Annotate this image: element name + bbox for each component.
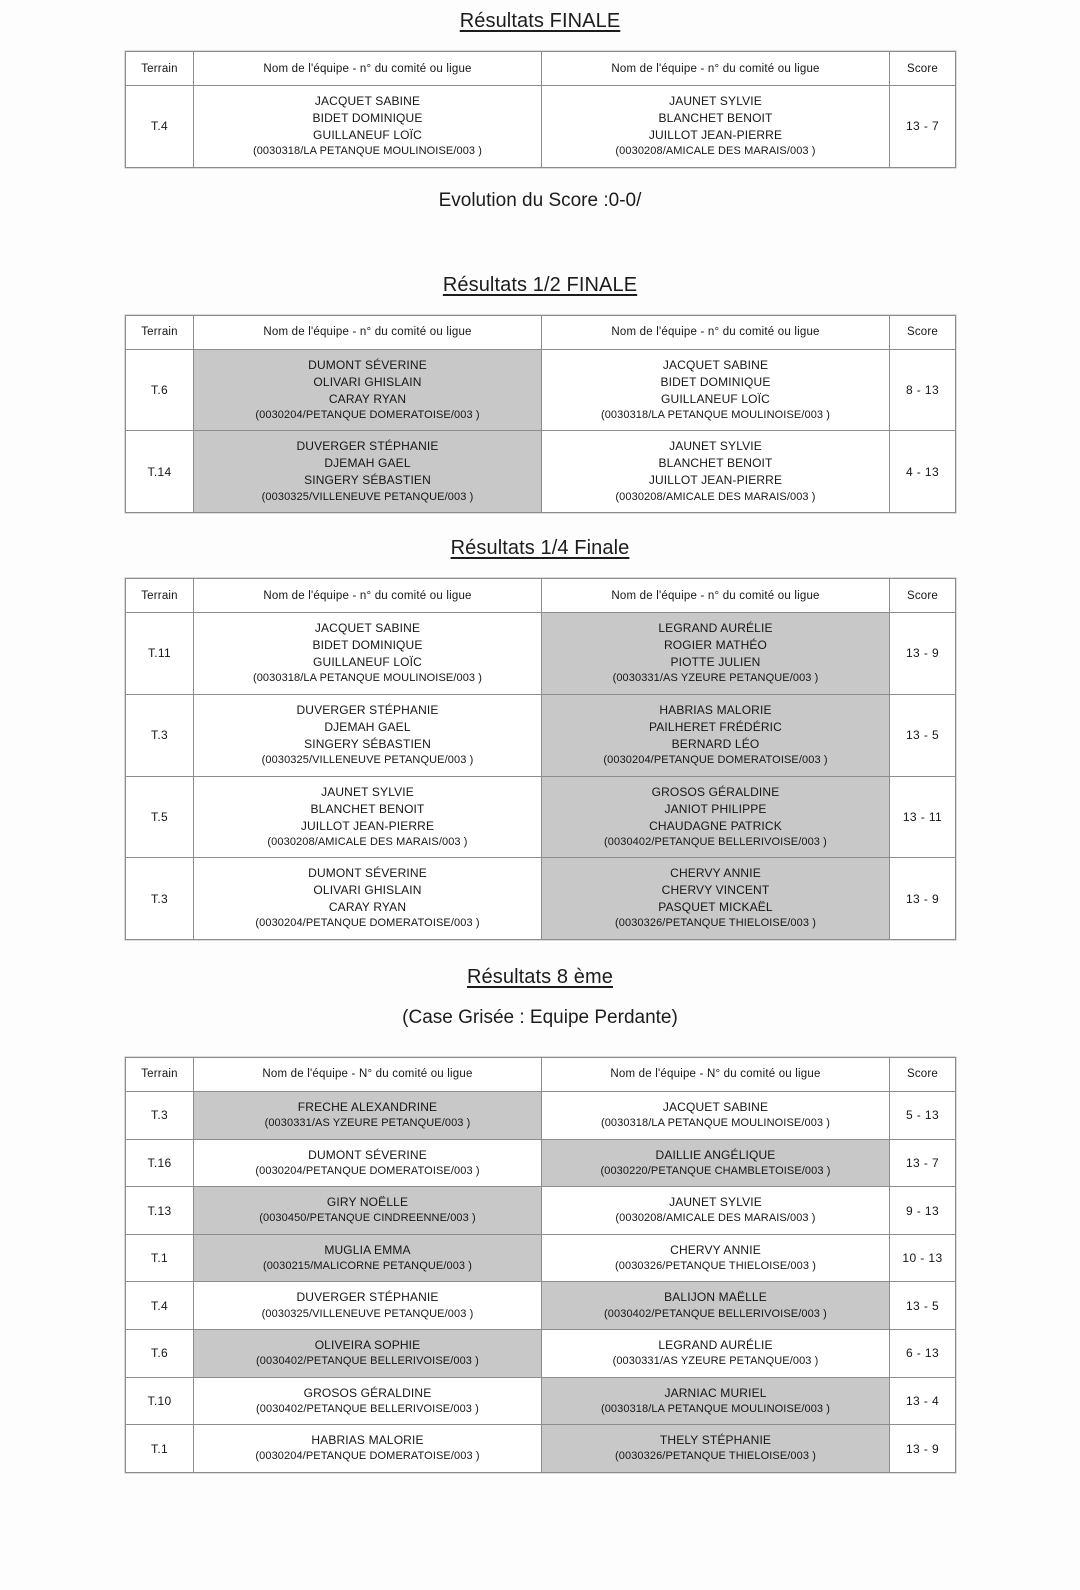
score-cell: 13 - 9 [890, 858, 956, 940]
team-cell-left-winning [194, 1282, 542, 1330]
table-row [126, 694, 956, 776]
table-header-row [126, 1057, 956, 1091]
table-row [126, 431, 956, 513]
player-name: OLIVEIRA SOPHIE [314, 1338, 421, 1353]
section-title-huitieme-text: Résultats 8 ème [466, 965, 613, 988]
player-name: DUVERGER STÉPHANIE [296, 439, 439, 454]
player-name: JUILLOT JEAN-PIERRE [648, 473, 783, 488]
club-reference: (0030331/AS YZEURE PETANQUE/003 ) [612, 672, 819, 685]
col-header-terrain: Terrain [126, 1057, 194, 1091]
player-name: DUMONT SÉVERINE [308, 357, 427, 372]
club-reference: (0030208/AMICALE DES MARAIS/003 ) [267, 835, 468, 848]
player-name: JACQUET SABINE [662, 1099, 769, 1114]
table-row [126, 1234, 956, 1282]
table-row [126, 776, 956, 858]
huitieme-table [125, 1057, 956, 1473]
col-header-team-right: Nom de l'équipe - n° du comité ou ligue [542, 52, 890, 86]
terrain-cell: T.6 [126, 349, 194, 431]
club-reference: (0030318/LA PETANQUE MOULINOISE/003 ) [600, 1116, 831, 1129]
terrain-cell: T.3 [126, 694, 194, 776]
player-name: CHAUDAGNE PATRICK [649, 818, 782, 833]
player-name: MUGLIA EMMA [324, 1242, 411, 1257]
player-name: BIDET DOMINIQUE [660, 374, 771, 389]
club-reference: (0030325/VILLENEUVE PETANQUE/003 ) [261, 490, 474, 503]
col-header-terrain: Terrain [126, 52, 194, 86]
score-cell: 13 - 7 [890, 86, 956, 168]
score-cell: 9 - 13 [890, 1187, 956, 1235]
col-header-score: Score [890, 1057, 956, 1091]
team-cell-left-winning [194, 858, 542, 940]
player-name: JACQUET SABINE [662, 357, 769, 372]
club-reference: (0030204/PETANQUE DOMERATOISE/003 ) [255, 1450, 480, 1463]
table-row [126, 1139, 956, 1187]
club-reference: (0030208/AMICALE DES MARAIS/003 ) [615, 490, 816, 503]
terrain-cell: T.13 [126, 1187, 194, 1235]
terrain-cell: T.5 [126, 776, 194, 858]
player-name: DJEMAH GAEL [324, 719, 411, 734]
score-cell: 13 - 7 [890, 1139, 956, 1187]
team-cell-left-losing [194, 431, 542, 513]
table-row [126, 613, 956, 695]
player-name: ROGIER MATHÉO [663, 638, 768, 653]
section-title-finale [0, 10, 1080, 33]
demi-table-wrap [125, 315, 955, 513]
club-reference: (0030204/PETANQUE DOMERATOISE/003 ) [255, 917, 480, 930]
club-reference: (0030318/LA PETANQUE MOULINOISE/003 ) [600, 408, 831, 421]
club-reference: (0030208/AMICALE DES MARAIS/003 ) [615, 1212, 816, 1225]
team-cell-right-losing [542, 694, 890, 776]
player-name: SINGERY SÉBASTIEN [304, 473, 431, 488]
player-name: JACQUET SABINE [314, 621, 421, 636]
terrain-cell: T.4 [126, 1282, 194, 1330]
team-cell-left-losing [194, 1187, 542, 1235]
player-name: BIDET DOMINIQUE [312, 111, 423, 126]
club-reference: (0030318/LA PETANQUE MOULINOISE/003 ) [600, 1402, 831, 1415]
player-name: BLANCHET BENOIT [658, 111, 773, 126]
player-name: BERNARD LÉO [671, 736, 760, 751]
col-header-team-right: Nom de l'équipe - n° du comité ou ligue [542, 315, 890, 349]
table-row [126, 858, 956, 940]
player-name: DUVERGER STÉPHANIE [296, 1290, 439, 1305]
col-header-team-left: Nom de l'équipe - N° du comité ou ligue [194, 1057, 542, 1091]
club-reference: (0030402/PETANQUE BELLERIVOISE/003 ) [256, 1402, 479, 1415]
terrain-cell: T.14 [126, 431, 194, 513]
team-cell-right-winning [542, 349, 890, 431]
section-title-demi [0, 274, 1080, 297]
club-reference: (0030402/PETANQUE BELLERIVOISE/003 ) [604, 835, 827, 848]
club-reference: (0030204/PETANQUE DOMERATOISE/003 ) [255, 1164, 480, 1177]
club-reference: (0030325/VILLENEUVE PETANQUE/003 ) [261, 1307, 474, 1320]
player-name: CHERVY VINCENT [661, 883, 770, 898]
club-reference: (0030208/AMICALE DES MARAIS/003 ) [615, 145, 816, 158]
team-cell-left-winning [194, 1425, 542, 1473]
score-cell: 13 - 9 [890, 613, 956, 695]
terrain-cell: T.11 [126, 613, 194, 695]
team-cell-right-winning [542, 1234, 890, 1282]
player-name: JACQUET SABINE [314, 94, 421, 108]
team-cell-right-winning [542, 86, 890, 168]
section-title-finale-text: Résultats FINALE [459, 10, 621, 32]
team-cell-left-winning [194, 613, 542, 695]
player-name: JAUNET SYLVIE [669, 94, 762, 108]
player-name: HABRIAS MALORIE [659, 702, 772, 717]
team-cell-right-winning [542, 1187, 890, 1235]
team-cell-right-losing [542, 1425, 890, 1473]
player-name: JAUNET SYLVIE [669, 439, 762, 454]
team-cell-right-losing [542, 1282, 890, 1330]
team-cell-right-losing [542, 1377, 890, 1425]
score-cell: 6 - 13 [890, 1330, 956, 1378]
col-header-terrain: Terrain [126, 579, 194, 613]
quart-table-wrap [125, 578, 955, 940]
demi-table [125, 315, 956, 513]
club-reference: (0030325/VILLENEUVE PETANQUE/003 ) [261, 753, 474, 766]
club-reference: (0030402/PETANQUE BELLERIVOISE/003 ) [604, 1307, 827, 1320]
player-name: LEGRAND AURÉLIE [658, 621, 773, 636]
score-cell: 13 - 5 [890, 1282, 956, 1330]
club-reference: (0030215/MALICORNE PETANQUE/003 ) [262, 1259, 473, 1272]
score-cell: 10 - 13 [890, 1234, 956, 1282]
score-cell: 13 - 5 [890, 694, 956, 776]
team-cell-left-winning [194, 1139, 542, 1187]
score-cell: 13 - 9 [890, 1425, 956, 1473]
player-name: JAUNET SYLVIE [321, 784, 414, 799]
col-header-team-right: Nom de l'équipe - n° du comité ou ligue [542, 579, 890, 613]
table-header-row [126, 52, 956, 86]
table-row [126, 1091, 956, 1139]
team-cell-left-losing [194, 1330, 542, 1378]
col-header-team-left: Nom de l'équipe - n° du comité ou ligue [194, 315, 542, 349]
player-name: OLIVARI GHISLAIN [313, 883, 422, 898]
team-cell-left-losing [194, 349, 542, 431]
player-name: GUILLANEUF LOÏC [313, 655, 422, 670]
player-name: GIRY NOËLLE [326, 1195, 409, 1210]
score-cell: 13 - 11 [890, 776, 956, 858]
player-name: OLIVARI GHISLAIN [313, 374, 422, 389]
player-name: THELY STÉPHANIE [659, 1433, 772, 1448]
team-cell-right-losing [542, 613, 890, 695]
player-name: PASQUET MICKAËL [658, 900, 773, 915]
club-reference: (0030318/LA PETANQUE MOULINOISE/003 ) [252, 145, 483, 158]
terrain-cell: T.16 [126, 1139, 194, 1187]
player-name: DUMONT SÉVERINE [308, 866, 427, 881]
player-name: JUILLOT JEAN-PIERRE [648, 128, 783, 143]
club-reference: (0030220/PETANQUE CHAMBLETOISE/003 ) [600, 1164, 831, 1177]
club-reference: (0030204/PETANQUE DOMERATOISE/003 ) [603, 753, 828, 766]
player-name: DUVERGER STÉPHANIE [296, 702, 439, 717]
team-cell-right-winning [542, 1091, 890, 1139]
player-name: HABRIAS MALORIE [311, 1433, 424, 1448]
player-name: DAILLIE ANGÉLIQUE [655, 1147, 776, 1162]
terrain-cell: T.1 [126, 1234, 194, 1282]
score-cell: 5 - 13 [890, 1091, 956, 1139]
player-name: JARNIAC MURIEL [664, 1385, 767, 1400]
finale-table-wrap [125, 51, 955, 168]
team-cell-left-winning [194, 776, 542, 858]
player-name: CARAY RYAN [328, 391, 407, 406]
section-title-quart [0, 537, 1080, 560]
team-cell-right-losing [542, 776, 890, 858]
player-name: CARAY RYAN [328, 900, 407, 915]
evolution-du-score: Evolution du Score :0-0/ [438, 189, 642, 211]
player-name: JUILLOT JEAN-PIERRE [300, 818, 435, 833]
terrain-cell: T.4 [126, 86, 194, 168]
player-name: DJEMAH GAEL [324, 456, 411, 471]
team-cell-left-winning [194, 86, 542, 168]
player-name: BLANCHET BENOIT [658, 456, 773, 471]
section-title-quart-text: Résultats 1/4 Finale [450, 537, 630, 560]
losing-team-legend-note: (Case Grisée : Equipe Perdante) [402, 1006, 678, 1028]
team-cell-right-losing [542, 1139, 890, 1187]
terrain-cell: T.1 [126, 1425, 194, 1473]
quart-rows [126, 613, 956, 940]
club-reference: (0030331/AS YZEURE PETANQUE/003 ) [612, 1355, 819, 1368]
col-header-team-right: Nom de l'équipe - N° du comité ou ligue [542, 1057, 890, 1091]
player-name: CHERVY ANNIE [670, 1242, 761, 1257]
player-name: GROSOS GÉRALDINE [651, 784, 780, 799]
col-header-score: Score [890, 315, 956, 349]
player-name: GUILLANEUF LOÏC [313, 128, 422, 143]
club-reference: (0030331/AS YZEURE PETANQUE/003 ) [264, 1116, 471, 1129]
team-cell-left-winning [194, 1377, 542, 1425]
score-cell: 13 - 4 [890, 1377, 956, 1425]
player-name: GUILLANEUF LOÏC [661, 391, 770, 406]
team-cell-left-losing [194, 1234, 542, 1282]
club-reference: (0030326/PETANQUE THIELOISE/003 ) [615, 1450, 816, 1463]
team-cell-left-losing [194, 1091, 542, 1139]
club-reference: (0030326/PETANQUE THIELOISE/003 ) [615, 1259, 816, 1272]
player-name: JAUNET SYLVIE [669, 1195, 762, 1210]
terrain-cell: T.10 [126, 1377, 194, 1425]
player-name: JANIOT PHILIPPE [664, 801, 767, 816]
player-name: CHERVY ANNIE [670, 866, 761, 881]
quart-table [125, 578, 956, 940]
table-row [126, 1425, 956, 1473]
club-reference: (0030450/PETANQUE CINDREENNE/003 ) [259, 1212, 476, 1225]
table-row [126, 1377, 956, 1425]
team-cell-right-winning [542, 431, 890, 513]
col-header-terrain: Terrain [126, 315, 194, 349]
demi-rows [126, 349, 956, 512]
club-reference: (0030204/PETANQUE DOMERATOISE/003 ) [255, 408, 480, 421]
col-header-score: Score [890, 52, 956, 86]
section-title-huitieme [0, 966, 1080, 989]
club-reference: (0030402/PETANQUE BELLERIVOISE/003 ) [256, 1355, 479, 1368]
finale-rows [126, 86, 956, 168]
terrain-cell: T.3 [126, 858, 194, 940]
player-name: DUMONT SÉVERINE [308, 1147, 427, 1162]
team-cell-right-winning [542, 1330, 890, 1378]
section-title-demi-text: Résultats 1/2 FINALE [442, 273, 638, 296]
table-row [126, 1187, 956, 1235]
club-reference: (0030326/PETANQUE THIELOISE/003 ) [615, 917, 816, 930]
col-header-team-left: Nom de l'équipe - n° du comité ou ligue [194, 579, 542, 613]
terrain-cell: T.6 [126, 1330, 194, 1378]
table-row [126, 1330, 956, 1378]
club-reference: (0030318/LA PETANQUE MOULINOISE/003 ) [252, 672, 483, 685]
team-cell-left-winning [194, 694, 542, 776]
col-header-team-left: Nom de l'équipe - n° du comité ou ligue [194, 52, 542, 86]
finale-table [125, 51, 956, 168]
player-name: SINGERY SÉBASTIEN [304, 736, 431, 751]
score-cell: 8 - 13 [890, 349, 956, 431]
table-header-row [126, 579, 956, 613]
huitieme-rows [126, 1091, 956, 1472]
team-cell-right-losing [542, 858, 890, 940]
player-name: BLANCHET BENOIT [310, 801, 425, 816]
table-row [126, 1282, 956, 1330]
terrain-cell: T.3 [126, 1091, 194, 1139]
player-name: FRECHE ALEXANDRINE [297, 1099, 438, 1114]
player-name: PIOTTE JULIEN [670, 655, 761, 670]
table-row [126, 86, 956, 168]
col-header-score: Score [890, 579, 956, 613]
huitieme-table-wrap [125, 1057, 955, 1473]
table-row [126, 349, 956, 431]
player-name: BALIJON MAËLLE [664, 1290, 767, 1305]
player-name: LEGRAND AURÉLIE [658, 1338, 773, 1353]
score-cell: 4 - 13 [890, 431, 956, 513]
player-name: BIDET DOMINIQUE [312, 638, 423, 653]
player-name: PAILHERET FRÉDÉRIC [649, 719, 782, 734]
table-header-row [126, 315, 956, 349]
player-name: GROSOS GÉRALDINE [303, 1385, 432, 1400]
